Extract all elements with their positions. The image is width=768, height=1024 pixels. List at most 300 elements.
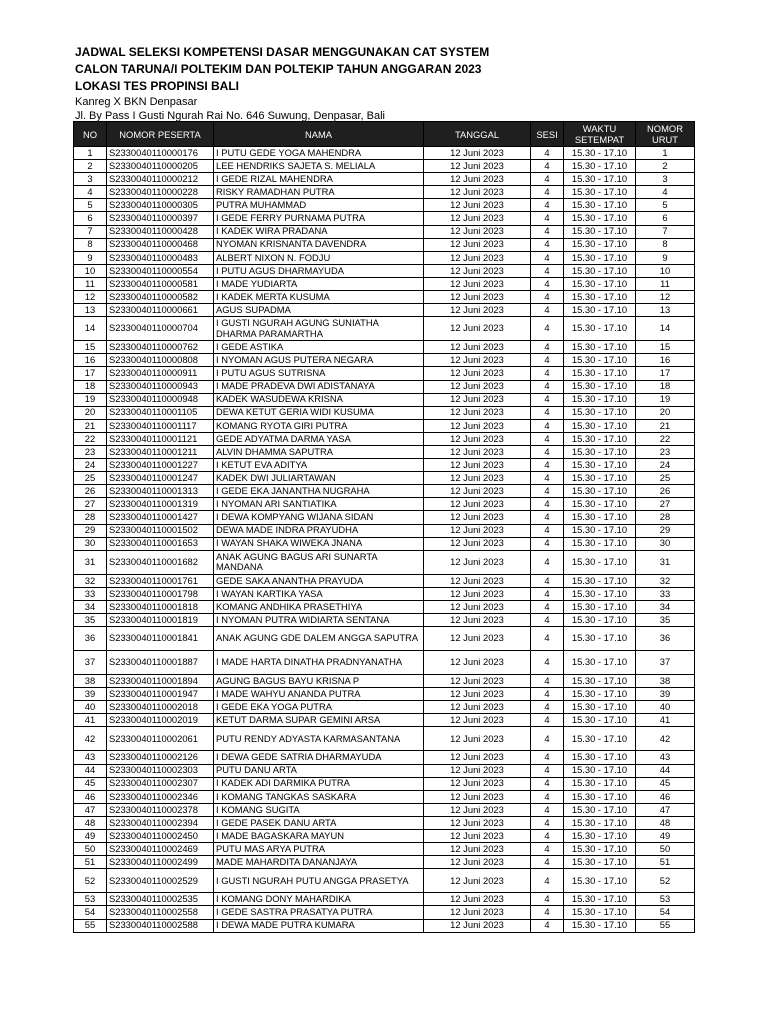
cell-waktu: 15.30 - 17.10: [564, 537, 636, 550]
cell-nomor-urut: 3: [636, 173, 695, 186]
cell-nomor-peserta: S2330040110002499: [107, 856, 214, 869]
cell-nama: I MADE PRADEVA DWI ADISTANAYA: [214, 380, 424, 393]
cell-waktu: 15.30 - 17.10: [564, 906, 636, 919]
table-row: [74, 160, 695, 173]
cell-waktu: 15.30 - 17.10: [564, 199, 636, 212]
table-row: [74, 445, 695, 458]
cell-tanggal: 12 Juni 2023: [424, 869, 531, 893]
cell-nama: RISKY RAMADHAN PUTRA: [214, 186, 424, 199]
cell-tanggal: 12 Juni 2023: [424, 160, 531, 173]
cell-nama: I PUTU AGUS DHARMAYUDA: [214, 264, 424, 277]
cell-tanggal: 12 Juni 2023: [424, 614, 531, 627]
cell-sesi: 4: [531, 393, 564, 406]
cell-tanggal: 12 Juni 2023: [424, 354, 531, 367]
cell-nomor-peserta: S2330040110000228: [107, 186, 214, 199]
cell-nama: GEDE SAKA ANANTHA PRAYUDA: [214, 574, 424, 587]
cell-nomor-urut: 53: [636, 893, 695, 906]
cell-waktu: 15.30 - 17.10: [564, 291, 636, 304]
cell-nomor-peserta: S2330040110000305: [107, 199, 214, 212]
cell-sesi: 4: [531, 445, 564, 458]
table-row: [74, 432, 695, 445]
cell-nama: KETUT DARMA SUPAR GEMINI ARSA: [214, 714, 424, 727]
cell-no: 38: [74, 675, 107, 688]
table-row: [74, 701, 695, 714]
cell-nomor-peserta: S2330040110002394: [107, 816, 214, 829]
cell-tanggal: 12 Juni 2023: [424, 651, 531, 675]
table-row: [74, 675, 695, 688]
cell-nomor-peserta: S2330040110002303: [107, 764, 214, 777]
cell-waktu: 15.30 - 17.10: [564, 445, 636, 458]
cell-no: 5: [74, 199, 107, 212]
cell-tanggal: 12 Juni 2023: [424, 173, 531, 186]
cell-nama: I MADE HARTA DINATHA PRADNYANATHA: [214, 651, 424, 675]
cell-nama: I GUSTI NGURAH PUTU ANGGA PRASETYA: [214, 869, 424, 893]
cell-nama: DEWA KETUT GERIA WIDI KUSUMA: [214, 406, 424, 419]
cell-sesi: 4: [531, 830, 564, 843]
cell-tanggal: 12 Juni 2023: [424, 186, 531, 199]
cell-sesi: 4: [531, 160, 564, 173]
cell-nama: PUTRA MUHAMMAD: [214, 199, 424, 212]
cell-tanggal: 12 Juni 2023: [424, 550, 531, 574]
cell-tanggal: 12 Juni 2023: [424, 688, 531, 701]
cell-tanggal: 12 Juni 2023: [424, 714, 531, 727]
cell-no: 16: [74, 354, 107, 367]
cell-nama: I DEWA GEDE SATRIA DHARMAYUDA: [214, 751, 424, 764]
cell-nama: I KETUT EVA ADITYA: [214, 459, 424, 472]
cell-nama: AGUS SUPADMA: [214, 304, 424, 317]
cell-sesi: 4: [531, 199, 564, 212]
cell-tanggal: 12 Juni 2023: [424, 790, 531, 803]
cell-waktu: 15.30 - 17.10: [564, 380, 636, 393]
cell-waktu: 15.30 - 17.10: [564, 186, 636, 199]
cell-nomor-urut: 35: [636, 614, 695, 627]
cell-sesi: 4: [531, 173, 564, 186]
cell-no: 10: [74, 264, 107, 277]
cell-waktu: 15.30 - 17.10: [564, 317, 636, 341]
cell-nama: I PUTU AGUS SUTRISNA: [214, 367, 424, 380]
table-row: [74, 816, 695, 829]
cell-sesi: 4: [531, 498, 564, 511]
cell-nomor-peserta: S2330040110000762: [107, 341, 214, 354]
cell-nomor-urut: 10: [636, 264, 695, 277]
cell-tanggal: 12 Juni 2023: [424, 445, 531, 458]
cell-waktu: 15.30 - 17.10: [564, 600, 636, 613]
table-row: [74, 406, 695, 419]
cell-no: 18: [74, 380, 107, 393]
cell-sesi: 4: [531, 651, 564, 675]
cell-tanggal: 12 Juni 2023: [424, 627, 531, 651]
cell-nomor-peserta: S2330040110001819: [107, 614, 214, 627]
cell-nomor-peserta: S2330040110001887: [107, 651, 214, 675]
cell-waktu: 15.30 - 17.10: [564, 869, 636, 893]
cell-nomor-urut: 55: [636, 919, 695, 932]
cell-nomor-peserta: S2330040110001313: [107, 485, 214, 498]
cell-no: 46: [74, 790, 107, 803]
cell-nama: I GEDE PASEK DANU ARTA: [214, 816, 424, 829]
cell-sesi: 4: [531, 277, 564, 290]
cell-nomor-urut: 2: [636, 160, 695, 173]
cell-waktu: 15.30 - 17.10: [564, 393, 636, 406]
cell-nomor-peserta: S2330040110000554: [107, 264, 214, 277]
cell-nomor-urut: 13: [636, 304, 695, 317]
cell-sesi: 4: [531, 816, 564, 829]
table-row: [74, 587, 695, 600]
cell-no: 9: [74, 251, 107, 264]
cell-tanggal: 12 Juni 2023: [424, 264, 531, 277]
cell-nama: I GEDE EKA JANANTHA NUGRAHA: [214, 485, 424, 498]
cell-no: 44: [74, 764, 107, 777]
cell-nomor-peserta: S2330040110000468: [107, 238, 214, 251]
table-row: [74, 341, 695, 354]
cell-nomor-peserta: S2330040110000661: [107, 304, 214, 317]
office-name: Kanreg X BKN Denpasar: [75, 96, 198, 108]
cell-waktu: 15.30 - 17.10: [564, 803, 636, 816]
cell-no: 6: [74, 212, 107, 225]
cell-no: 11: [74, 277, 107, 290]
cell-nomor-peserta: S2330040110000943: [107, 380, 214, 393]
cell-nomor-urut: 12: [636, 291, 695, 304]
cell-nomor-peserta: S2330040110000397: [107, 212, 214, 225]
cell-nama: I PUTU GEDE YOGA MAHENDRA: [214, 147, 424, 160]
cell-nomor-urut: 14: [636, 317, 695, 341]
cell-nama: LEE HENDRIKS SAJETA S. MELIALA: [214, 160, 424, 173]
cell-nama: KADEK WASUDEWA KRISNA: [214, 393, 424, 406]
cell-nama: I KADEK ADI DARMIKA PUTRA: [214, 777, 424, 790]
cell-nama: I KADEK MERTA KUSUMA: [214, 291, 424, 304]
table-row: [74, 419, 695, 432]
cell-tanggal: 12 Juni 2023: [424, 537, 531, 550]
table-row: [74, 264, 695, 277]
cell-nomor-peserta: S2330040110001798: [107, 587, 214, 600]
cell-nama: KADEK DWI JULIARTAWAN: [214, 472, 424, 485]
cell-tanggal: 12 Juni 2023: [424, 472, 531, 485]
cell-no: 15: [74, 341, 107, 354]
cell-nomor-peserta: S2330040110000581: [107, 277, 214, 290]
table-row: [74, 537, 695, 550]
cell-waktu: 15.30 - 17.10: [564, 764, 636, 777]
cell-nama: I KADEK WIRA PRADANA: [214, 225, 424, 238]
cell-waktu: 15.30 - 17.10: [564, 406, 636, 419]
cell-sesi: 4: [531, 406, 564, 419]
cell-sesi: 4: [531, 485, 564, 498]
cell-nomor-peserta: S2330040110001211: [107, 445, 214, 458]
table-row: [74, 186, 695, 199]
cell-tanggal: 12 Juni 2023: [424, 803, 531, 816]
cell-sesi: 4: [531, 367, 564, 380]
cell-no: 12: [74, 291, 107, 304]
cell-nama: I WAYAN KARTIKA YASA: [214, 587, 424, 600]
cell-sesi: 4: [531, 380, 564, 393]
table-row: [74, 367, 695, 380]
cell-nama: I KOMANG TANGKAS SASKARA: [214, 790, 424, 803]
table-row: [74, 600, 695, 613]
cell-tanggal: 12 Juni 2023: [424, 816, 531, 829]
cell-sesi: 4: [531, 777, 564, 790]
table-row: [74, 317, 695, 341]
cell-sesi: 4: [531, 751, 564, 764]
table-row: [74, 485, 695, 498]
cell-nomor-peserta: S2330040110001227: [107, 459, 214, 472]
cell-no: 23: [74, 445, 107, 458]
cell-tanggal: 12 Juni 2023: [424, 574, 531, 587]
cell-sesi: 4: [531, 919, 564, 932]
cell-waktu: 15.30 - 17.10: [564, 367, 636, 380]
table-row: [74, 574, 695, 587]
table-row: [74, 354, 695, 367]
table-row: [74, 830, 695, 843]
cell-nomor-urut: 46: [636, 790, 695, 803]
cell-sesi: 4: [531, 186, 564, 199]
cell-no: 39: [74, 688, 107, 701]
cell-nomor-urut: 26: [636, 485, 695, 498]
table-row: [74, 803, 695, 816]
cell-tanggal: 12 Juni 2023: [424, 701, 531, 714]
cell-nomor-peserta: S2330040110002307: [107, 777, 214, 790]
cell-tanggal: 12 Juni 2023: [424, 393, 531, 406]
cell-sesi: 4: [531, 675, 564, 688]
cell-nomor-peserta: S2330040110001319: [107, 498, 214, 511]
cell-nomor-peserta: S2330040110000428: [107, 225, 214, 238]
cell-nama: I WAYAN SHAKA WIWEKA JNANA: [214, 537, 424, 550]
cell-nama: I MADE BAGASKARA MAYUN: [214, 830, 424, 843]
cell-nomor-peserta: S2330040110001841: [107, 627, 214, 651]
cell-nama: KOMANG ANDHIKA PRASETHIYA: [214, 600, 424, 613]
cell-nomor-urut: 23: [636, 445, 695, 458]
cell-waktu: 15.30 - 17.10: [564, 816, 636, 829]
cell-tanggal: 12 Juni 2023: [424, 432, 531, 445]
cell-nama: AGUNG BAGUS BAYU KRISNA P: [214, 675, 424, 688]
cell-no: 37: [74, 651, 107, 675]
cell-nomor-urut: 31: [636, 550, 695, 574]
cell-nomor-urut: 1: [636, 147, 695, 160]
cell-nama: NYOMAN KRISNANTA DAVENDRA: [214, 238, 424, 251]
cell-sesi: 4: [531, 251, 564, 264]
cell-nomor-peserta: S2330040110001761: [107, 574, 214, 587]
table-header-row: [74, 122, 695, 147]
cell-nama: I NYOMAN ARI SANTIATIKA: [214, 498, 424, 511]
cell-waktu: 15.30 - 17.10: [564, 843, 636, 856]
title-line-1: JADWAL SELEKSI KOMPETENSI DASAR MENGGUNAKAN CAT SYSTEM: [75, 45, 490, 59]
office-address: Jl. By Pass I Gusti Ngurah Rai No. 646 Suwung, Denpasar, Bali: [75, 110, 385, 122]
cell-nomor-urut: 17: [636, 367, 695, 380]
cell-no: 34: [74, 600, 107, 613]
cell-nomor-urut: 38: [636, 675, 695, 688]
cell-no: 52: [74, 869, 107, 893]
cell-waktu: 15.30 - 17.10: [564, 212, 636, 225]
cell-waktu: 15.30 - 17.10: [564, 777, 636, 790]
cell-tanggal: 12 Juni 2023: [424, 524, 531, 537]
cell-nama: DEWA MADE INDRA PRAYUDHA: [214, 524, 424, 537]
cell-no: 1: [74, 147, 107, 160]
cell-sesi: 4: [531, 856, 564, 869]
cell-waktu: 15.30 - 17.10: [564, 587, 636, 600]
cell-waktu: 15.30 - 17.10: [564, 225, 636, 238]
cell-nomor-peserta: S2330040110000212: [107, 173, 214, 186]
cell-nama: ALVIN DHAMMA SAPUTRA: [214, 445, 424, 458]
cell-nomor-urut: 8: [636, 238, 695, 251]
cell-waktu: 15.30 - 17.10: [564, 701, 636, 714]
cell-nomor-peserta: S2330040110002019: [107, 714, 214, 727]
cell-tanggal: 12 Juni 2023: [424, 600, 531, 613]
cell-no: 26: [74, 485, 107, 498]
table-row: [74, 225, 695, 238]
cell-nomor-peserta: S2330040110001818: [107, 600, 214, 613]
cell-no: 42: [74, 727, 107, 751]
cell-nomor-urut: 9: [636, 251, 695, 264]
cell-nomor-urut: 30: [636, 537, 695, 550]
cell-nama: I GEDE ASTIKA: [214, 341, 424, 354]
cell-tanggal: 12 Juni 2023: [424, 459, 531, 472]
cell-sesi: 4: [531, 472, 564, 485]
cell-nama: ANAK AGUNG BAGUS ARI SUNARTA MANDANA: [214, 550, 424, 574]
cell-no: 49: [74, 830, 107, 843]
cell-waktu: 15.30 - 17.10: [564, 459, 636, 472]
cell-nama: ALBERT NIXON N. FODJU: [214, 251, 424, 264]
cell-nomor-peserta: S2330040110002018: [107, 701, 214, 714]
cell-tanggal: 12 Juni 2023: [424, 764, 531, 777]
table-row: [74, 393, 695, 406]
cell-sesi: 4: [531, 803, 564, 816]
cell-sesi: 4: [531, 419, 564, 432]
table-row: [74, 238, 695, 251]
cell-no: 28: [74, 511, 107, 524]
table-row: [74, 919, 695, 932]
title-line-3: LOKASI TES PROPINSI BALI: [75, 79, 240, 93]
cell-nomor-urut: 44: [636, 764, 695, 777]
col-header-waktu: WAKTU SETEMPAT: [564, 122, 636, 147]
table-row: [74, 893, 695, 906]
cell-sesi: 4: [531, 906, 564, 919]
cell-nama: I MADE YUDIARTA: [214, 277, 424, 290]
cell-tanggal: 12 Juni 2023: [424, 498, 531, 511]
cell-waktu: 15.30 - 17.10: [564, 238, 636, 251]
cell-tanggal: 12 Juni 2023: [424, 419, 531, 432]
cell-tanggal: 12 Juni 2023: [424, 225, 531, 238]
cell-waktu: 15.30 - 17.10: [564, 893, 636, 906]
cell-no: 29: [74, 524, 107, 537]
cell-waktu: 15.30 - 17.10: [564, 173, 636, 186]
cell-tanggal: 12 Juni 2023: [424, 856, 531, 869]
table-row: [74, 147, 695, 160]
cell-sesi: 4: [531, 714, 564, 727]
cell-tanggal: 12 Juni 2023: [424, 751, 531, 764]
cell-nomor-urut: 25: [636, 472, 695, 485]
cell-waktu: 15.30 - 17.10: [564, 160, 636, 173]
cell-nomor-peserta: S2330040110002558: [107, 906, 214, 919]
cell-nomor-urut: 28: [636, 511, 695, 524]
cell-tanggal: 12 Juni 2023: [424, 511, 531, 524]
cell-nomor-peserta: S2330040110001121: [107, 432, 214, 445]
cell-nama: I MADE WAHYU ANANDA PUTRA: [214, 688, 424, 701]
table-row: [74, 498, 695, 511]
table-row: [74, 906, 695, 919]
cell-nomor-urut: 51: [636, 856, 695, 869]
cell-nomor-urut: 37: [636, 651, 695, 675]
cell-nama: I NYOMAN AGUS PUTERA NEGARA: [214, 354, 424, 367]
cell-waktu: 15.30 - 17.10: [564, 432, 636, 445]
table-row: [74, 291, 695, 304]
cell-no: 7: [74, 225, 107, 238]
cell-nomor-peserta: S2330040110002061: [107, 727, 214, 751]
cell-nomor-peserta: S2330040110001682: [107, 550, 214, 574]
table-row: [74, 472, 695, 485]
cell-nomor-urut: 45: [636, 777, 695, 790]
cell-nomor-urut: 18: [636, 380, 695, 393]
table-row: [74, 714, 695, 727]
cell-no: 47: [74, 803, 107, 816]
cell-nomor-peserta: S2330040110001247: [107, 472, 214, 485]
cell-tanggal: 12 Juni 2023: [424, 277, 531, 290]
table-row: [74, 212, 695, 225]
cell-no: 2: [74, 160, 107, 173]
cell-waktu: 15.30 - 17.10: [564, 472, 636, 485]
cell-no: 53: [74, 893, 107, 906]
cell-sesi: 4: [531, 600, 564, 613]
cell-sesi: 4: [531, 550, 564, 574]
table-row: [74, 251, 695, 264]
cell-nama: I KOMANG DONY MAHARDIKA: [214, 893, 424, 906]
cell-waktu: 15.30 - 17.10: [564, 264, 636, 277]
cell-waktu: 15.30 - 17.10: [564, 524, 636, 537]
cell-nama: PUTU MAS ARYA PUTRA: [214, 843, 424, 856]
cell-nomor-urut: 39: [636, 688, 695, 701]
cell-nomor-peserta: S2330040110002450: [107, 830, 214, 843]
cell-sesi: 4: [531, 688, 564, 701]
cell-no: 24: [74, 459, 107, 472]
cell-nomor-urut: 49: [636, 830, 695, 843]
table-row: [74, 688, 695, 701]
cell-sesi: 4: [531, 238, 564, 251]
table-row: [74, 173, 695, 186]
table-row: [74, 790, 695, 803]
cell-tanggal: 12 Juni 2023: [424, 341, 531, 354]
cell-sesi: 4: [531, 727, 564, 751]
cell-tanggal: 12 Juni 2023: [424, 380, 531, 393]
cell-no: 51: [74, 856, 107, 869]
cell-nomor-urut: 27: [636, 498, 695, 511]
cell-waktu: 15.30 - 17.10: [564, 419, 636, 432]
cell-tanggal: 12 Juni 2023: [424, 727, 531, 751]
cell-sesi: 4: [531, 869, 564, 893]
table-row: [74, 856, 695, 869]
cell-no: 33: [74, 587, 107, 600]
cell-nomor-peserta: S2330040110002378: [107, 803, 214, 816]
cell-nomor-peserta: S2330040110002588: [107, 919, 214, 932]
table-row: [74, 651, 695, 675]
cell-no: 43: [74, 751, 107, 764]
cell-no: 8: [74, 238, 107, 251]
cell-sesi: 4: [531, 264, 564, 277]
cell-nama: I KOMANG SUGITA: [214, 803, 424, 816]
cell-tanggal: 12 Juni 2023: [424, 587, 531, 600]
cell-sesi: 4: [531, 212, 564, 225]
cell-no: 27: [74, 498, 107, 511]
cell-nomor-peserta: S2330040110000582: [107, 291, 214, 304]
cell-no: 21: [74, 419, 107, 432]
cell-tanggal: 12 Juni 2023: [424, 893, 531, 906]
cell-sesi: 4: [531, 225, 564, 238]
cell-waktu: 15.30 - 17.10: [564, 675, 636, 688]
cell-nomor-urut: 43: [636, 751, 695, 764]
cell-no: 14: [74, 317, 107, 341]
cell-waktu: 15.30 - 17.10: [564, 790, 636, 803]
cell-nomor-urut: 21: [636, 419, 695, 432]
cell-tanggal: 12 Juni 2023: [424, 906, 531, 919]
cell-nama: I GEDE FERRY PURNAMA PUTRA: [214, 212, 424, 225]
cell-waktu: 15.30 - 17.10: [564, 627, 636, 651]
col-header-nomor-peserta: NOMOR PESERTA: [107, 122, 214, 147]
cell-nomor-peserta: S2330040110001947: [107, 688, 214, 701]
